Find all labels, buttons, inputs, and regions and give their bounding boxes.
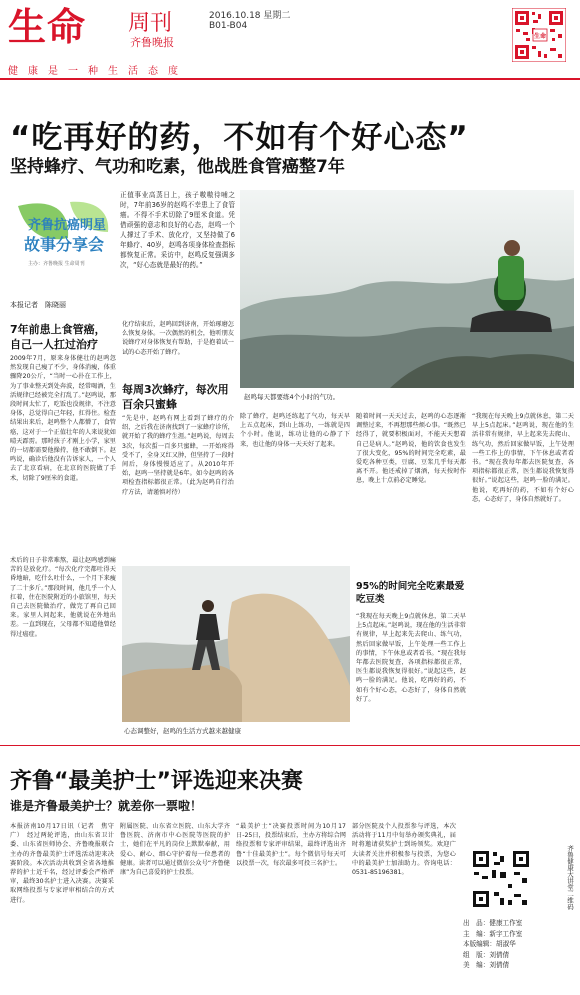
- section-divider: [0, 745, 580, 746]
- credit-line: 出 品：健康工作室: [463, 919, 523, 927]
- section-1-body-cont: 术后的日子非常难熬，最让赵鸣感到痛苦的是放化疗。“每次化疗完都吐得天昏地暗，吃什么吐什么，一个月下来瘦了二十多斤。”那段时间，他几乎一个人扛着，住在医院附近的小旅馆里，每天自己去医院做治疗，做完了再自己回来。家里人问起来，他就说在外地出差。一直到现在，父母都不知道他曾经得过癌症。: [10, 557, 116, 638]
- qr-code-bottom-icon: [470, 848, 532, 910]
- reporter-byline: 本报记者 陈晓丽: [10, 301, 66, 309]
- issue-date: 2016.10.18 星期二: [209, 11, 291, 21]
- section-1-body-col2: 化疗结束后，赵鸣回到济南，开始琢磨怎么恢复身体。一次偶然的机会，他听朋友说蜂疗对身体恢复有帮助，于是抱着试一试的心态开始了蜂疗。: [122, 321, 234, 356]
- masthead-logo: 生命: [8, 5, 87, 49]
- qr-code-icon: [512, 8, 566, 62]
- nurse-body-4: 部分医院及个人投票参与评选，本次活动将于11月中旬举办颁奖典礼，届时将邀请获奖护士到场领奖。欢迎广大读者关注并积极参与投票，为您心中的最美护士加油助力。咨询电话：0531-85196381。: [352, 823, 456, 877]
- credits-block: [463, 918, 522, 971]
- photo-meditation: [240, 190, 574, 388]
- section-2-heading: 每周3次蜂疗，每次用百余只蜜蜂: [122, 383, 229, 411]
- photo-1-caption: 赵鸣每天都要练4个小时的气功。: [244, 393, 340, 401]
- badge-line-1: 齐鲁抗癌明星: [28, 218, 107, 233]
- section-3-intro: 随着时间一天天过去，赵鸣的心态逐渐调整过来，不再想那些烦心事。“既然已经得了，就要积极面对，不能天天想着自己是病人。”赵鸣说，他的饮食也发生了很大变化，95%的时间完全吃素，最爱吃各种豆类，豆腐、豆浆几乎每天都离不开。他还戒掉了烟酒，每天按时作息，晚上十点前必定睡觉。: [356, 413, 466, 485]
- page-range: B01-B04: [209, 21, 248, 31]
- masthead-slogan: 健康是一种生活态度: [8, 66, 188, 77]
- masthead-divider: [0, 78, 580, 80]
- qr-logo-label: 生命: [533, 33, 546, 40]
- photo-2-caption: 心态调整好，赵鸣的生活方式越来越健康: [124, 727, 241, 735]
- badge-line-2: 故事分享会: [24, 235, 105, 254]
- main-subhead: 坚持蜂疗、气功和吃素，他战胜食管癌整7年: [10, 157, 345, 177]
- section-1-body: 2009年7月，原来身体健壮的赵鸣忽然发现自己瘦了不少，身体消瘦，体重骤降20公斤，“当时一心扑在工作上，为了事业整天到处奔波，经常喝酒，生活规律已经被完全打乱了。”赵鸣说，那段时间太忙了，吃饭也没规律，不注意身体，总觉得自己年轻，扛得住。检查结果出来后，赵鸣整个人都懵了，食管癌，这对于一个正值壮年的人来说犹如晴天霹雳。那时孩子才刚上小学，家里的一切都需要他操持，他不敢倒下。赵鸣说，确诊后他没有告诉家人，一个人去了北京看病，在北京的医院做了手术，切除了9厘米的食道。: [10, 355, 116, 482]
- section-2-body-col3: 除了蜂疗，赵鸣还练起了气功，每天早上五点起床，到山上练功，一练就是四个小时。他说，练功让他的心静了下来，也让他的身体一天天好了起来。: [240, 413, 350, 448]
- credit-line: 美 编：刘倩倩: [463, 961, 510, 969]
- credit-line: 本版编辑：胡淑华: [463, 940, 516, 948]
- story-badge: [10, 198, 114, 284]
- nurse-body-3: “最美护士”决赛投票时间为10月17日-25日，投票结束后，主办方将综合网络投票和专家评审结果，最终评选出齐鲁“十佳最美护士”。每个微信号每天可以投票一次，每次最多可投三名护士。: [236, 823, 346, 867]
- credit-line: 主 编：新宇工作室: [463, 929, 523, 938]
- masthead-paper-name: 齐鲁晚报: [130, 36, 174, 49]
- nurse-body-2: 附属医院、山东省立医院、山东大学齐鲁医院、济南市中心医院等医院的护士，她们在平凡的岗位上默默奉献，用爱心、耐心、细心守护着每一位患者的健康。读者可以通过微信公众号“齐鲁健康”为自己喜爱的护士投票。: [120, 823, 230, 877]
- section-3-body: “我现在每天晚上9点就休息，第二天早上5点起床。”赵鸣说，现在他的生活非常有规律，早上起来先去爬山、练气功，然后回家做早饭，上午处理一些工作上的事情，下午休息或者看书。“现在我每年都去医院复查，各项指标都很正常，医生都说我恢复得很好。”说起这些，赵鸣一脸的满足。他说，吃再好的药，不如有个好心态，心态好了，身体自然就好了。: [356, 613, 466, 703]
- nurse-headline: 齐鲁“最美护士”评选迎来决赛: [10, 769, 303, 794]
- main-headline: “吃再好的药，不如有个好心态”: [10, 120, 469, 156]
- lead-paragraph: 正值事业高蒸日上，孩子嗷嗷待哺之时，7年前36岁的赵鸣不幸患上了食管癌。不得不手术切除了9厘米食道。凭借顽强的意志和良好的心态，赵鸣一个人撑过了手术、放化疗，又坚持做了6年蜂疗、40岁，赵鸣各项身体检查指标都恢复正常。采访中，赵鸣反复强调多次，“好心态就是最好的药。”: [120, 191, 235, 269]
- section-2-body: “先是中，赵鸣有网上看到了蜂疗的介绍，之后我在济南找到了一家蜂疗诊所，就开始了我的蜂疗生涯。”赵鸣说，每周去3次，每次蜇一百多只蜜蜂，一开始疼得受不了，全身又红又肿，但坚持了一段时间后，身体慢慢适应了。从2010年开始，赵鸣一坚持就是6年。如今赵鸣的各项检查指标都很正常。（此为赵鸣自行治疗方法，请谨慎对待）: [122, 415, 234, 496]
- section-1-heading: 7年前患上食管癌，自己一人扛过治疗: [10, 323, 106, 351]
- credit-line: 组 版：刘倩倩: [463, 950, 510, 959]
- photo-hiking: [122, 566, 350, 722]
- section-3-heading: 95%的时间完全吃素最爱吃豆类: [356, 581, 465, 605]
- qr-caption: 齐鲁健康大讲堂二维码: [566, 845, 574, 910]
- nurse-subhead: 谁是齐鲁最美护士？就差你一票啦！: [10, 799, 203, 813]
- masthead-weekly: 周刊: [128, 11, 173, 36]
- section-3-body-col5: “我现在每天晚上9点就休息，第二天早上5点起床。”赵鸣说，现在他的生活非常有规律，早上起来先去爬山、练气功，然后回家做早饭，上午处理一些工作上的事情，下午休息或者看书。“现在我每年都去医院复查，各项指标都很正常，医生都说我恢复得很好。”说起这些，赵鸣一脸的满足。他说，吃再好的药，不如有个好心态，心态好了，身体自然就好了。: [472, 413, 574, 503]
- badge-small-text: 主办：齐鲁晚报 生命周刊: [28, 261, 85, 267]
- nurse-body-1: 本报济南10月17日讯（记者 焦守广） 经过两轮评选，由山东省卫计委、山东省医师协会、齐鲁晚报联合主办的齐鲁最美护士评选活动迎来决赛阶段。本次活动共收到全省各地推荐的护士近千名，经过评委会严格评审，最终30名护士进入决赛。决赛采取网络投票与专家评审相结合的方式进行。: [10, 823, 114, 904]
